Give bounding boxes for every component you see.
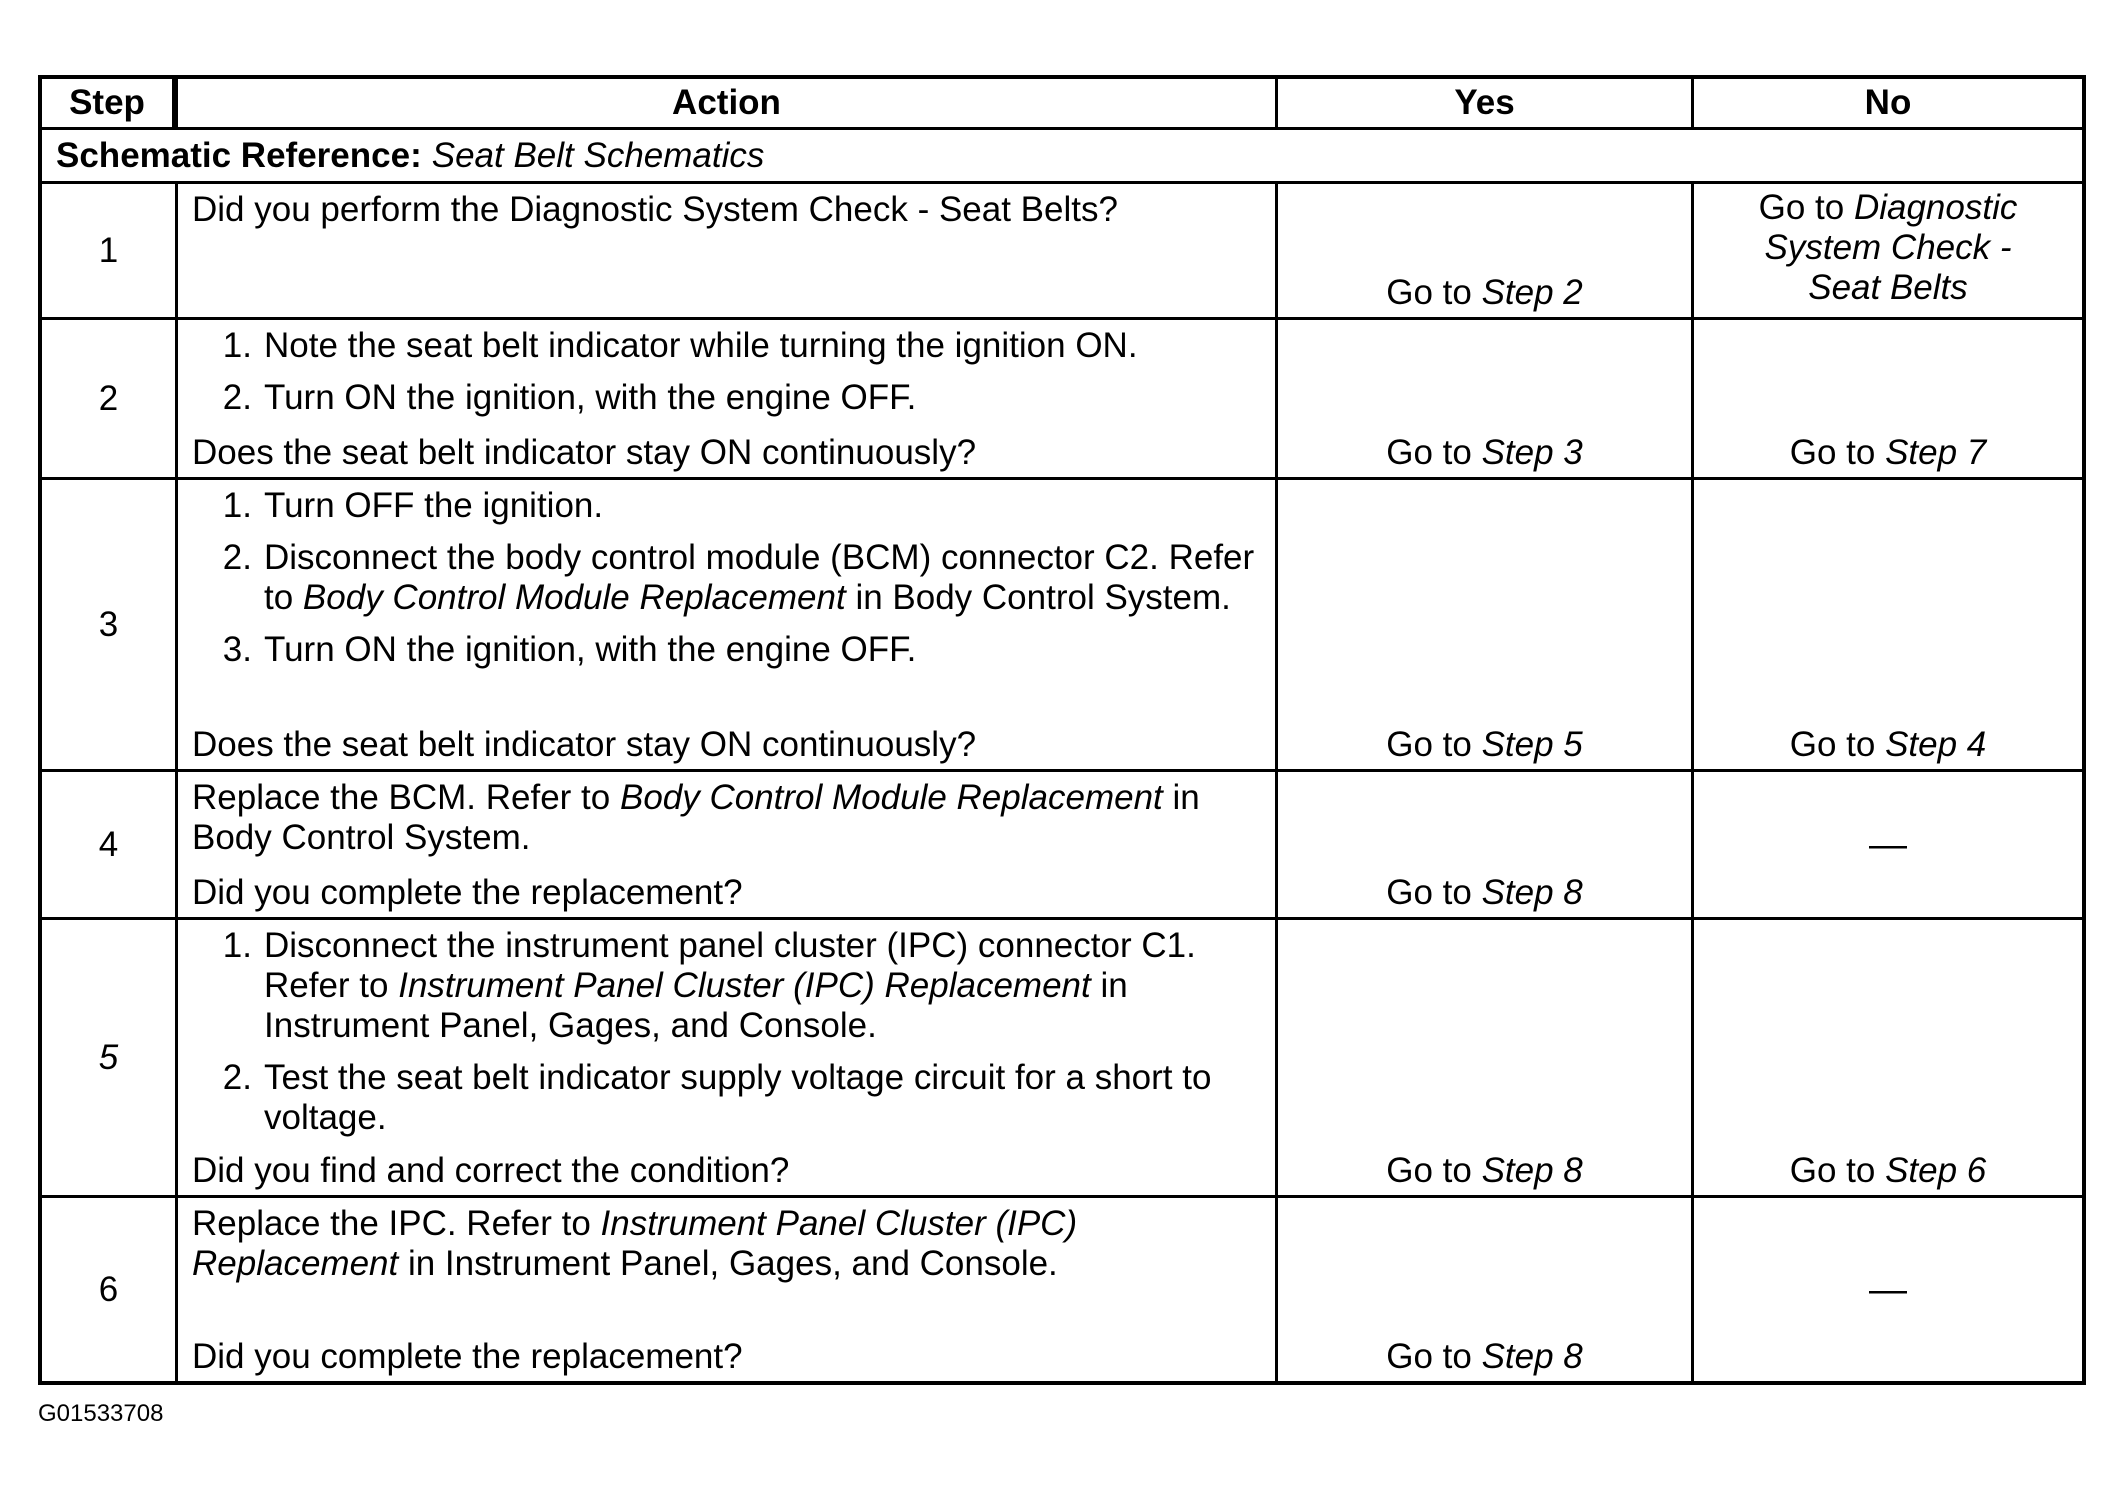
goto-prefix: Go to <box>1758 188 1854 227</box>
action-question: Did you perform the Diagnostic System Check - Seat Belts? <box>192 190 1118 229</box>
action-cell <box>178 320 1278 480</box>
goto-prefix: Go to <box>1386 273 1482 312</box>
step-number: 4 <box>42 772 178 920</box>
action-cell <box>178 1198 1278 1381</box>
action-cell <box>178 772 1278 920</box>
goto-prefix: Go to <box>1386 725 1482 764</box>
action-question: Does the seat belt indicator stay ON continuously? <box>192 433 977 472</box>
no-cell <box>1694 320 2082 480</box>
header-no: No <box>1694 79 2082 130</box>
goto-link[interactable]: Step 8 <box>1481 873 1583 912</box>
yes-cell <box>1278 320 1694 480</box>
action-text: Replace the BCM. Refer to Body Control Module Replacement in Body Control System. <box>192 778 1200 857</box>
reference-link[interactable]: Body Control Module Replacement <box>619 778 1163 817</box>
yes-cell <box>1278 772 1694 920</box>
step-number: 1 <box>42 184 178 320</box>
header-action: Action <box>178 79 1278 130</box>
reference-link[interactable]: Instrument Panel Cluster (IPC) Replacement <box>192 1204 1078 1283</box>
step-number: 3 <box>42 480 178 772</box>
action-cell <box>178 920 1278 1198</box>
list-item: 2. Disconnect the body control module (BCM) connector C2. Refer to Body Control Module Replacement in Body Control System. <box>222 538 1255 617</box>
goto-prefix: Go to <box>1386 1151 1482 1190</box>
list-item: 1. Note the seat belt indicator while turning the ignition ON. <box>222 326 1138 365</box>
goto-link[interactable]: Step 4 <box>1885 725 1987 764</box>
diagnostic-table <box>38 75 2086 1385</box>
goto-link[interactable]: Step 8 <box>1481 1151 1583 1190</box>
list-item: 1. Disconnect the instrument panel cluster (IPC) connector C1. Refer to Instrument Panel Cluster (IPC) Replacement in Instrument Panel, Gages, and Console. <box>222 926 1196 1045</box>
action-question: Does the seat belt indicator stay ON continuously? <box>192 725 977 764</box>
goto-prefix: Go to <box>1789 725 1886 764</box>
yes-cell <box>1278 1198 1694 1381</box>
goto-link[interactable]: Step 7 <box>1885 433 1987 472</box>
goto-prefix: Go to <box>1386 873 1482 912</box>
action-question: Did you find and correct the condition? <box>192 1151 790 1190</box>
figure-id: G01533708 <box>38 1400 164 1427</box>
list-item: 2. Turn ON the ignition, with the engine OFF. <box>222 378 917 417</box>
yes-cell <box>1278 480 1694 772</box>
no-cell: — <box>1869 1268 1907 1311</box>
no-cell <box>1694 920 2082 1198</box>
action-question: Did you complete the replacement? <box>192 1337 743 1376</box>
goto-link[interactable]: Step 3 <box>1481 433 1583 472</box>
step-number: 2 <box>42 320 178 480</box>
no-cell <box>1694 184 2082 320</box>
header-step: Step <box>42 79 178 130</box>
schematic-reference-link[interactable]: Seat Belt Schematics <box>431 135 765 175</box>
action-text: Replace the IPC. Refer to Instrument Panel Cluster (IPC) Replacement in Instrument Panel, Gages, and Console. <box>192 1204 1078 1283</box>
action-question: Did you complete the replacement? <box>192 873 743 912</box>
goto-link[interactable]: Step 6 <box>1885 1151 1987 1190</box>
reference-link[interactable]: Instrument Panel Cluster (IPC) Replacement <box>398 966 1091 1005</box>
schematic-reference-label: Schematic Reference: <box>56 135 422 175</box>
action-cell <box>178 480 1278 772</box>
reference-link[interactable]: Body Control Module Replacement <box>302 578 846 617</box>
goto-link[interactable]: Diagnostic System Check - Seat Belts <box>1764 188 2018 307</box>
goto-link[interactable]: Step 2 <box>1481 273 1583 312</box>
goto-prefix: Go to <box>1789 1151 1886 1190</box>
goto-link[interactable]: Step 8 <box>1481 1337 1583 1376</box>
yes-cell <box>1278 920 1694 1198</box>
goto-prefix: Go to <box>1386 433 1482 472</box>
yes-cell <box>1278 184 1694 320</box>
goto-prefix: Go to <box>1789 433 1886 472</box>
no-cell <box>1694 480 2082 772</box>
schematic-reference <box>42 130 2082 184</box>
list-item: 1. Turn OFF the ignition. <box>222 486 604 525</box>
goto-link[interactable]: Step 5 <box>1481 725 1583 764</box>
step-number: 6 <box>42 1198 178 1381</box>
header-yes: Yes <box>1278 79 1694 130</box>
list-item: 2. Test the seat belt indicator supply voltage circuit for a short to voltage. <box>222 1058 1212 1137</box>
action-cell <box>178 184 1278 320</box>
goto-prefix: Go to <box>1386 1337 1482 1376</box>
no-cell: — <box>1694 772 2082 920</box>
step-number: 5 <box>42 920 178 1198</box>
list-item: 3. Turn ON the ignition, with the engine OFF. <box>222 630 917 669</box>
